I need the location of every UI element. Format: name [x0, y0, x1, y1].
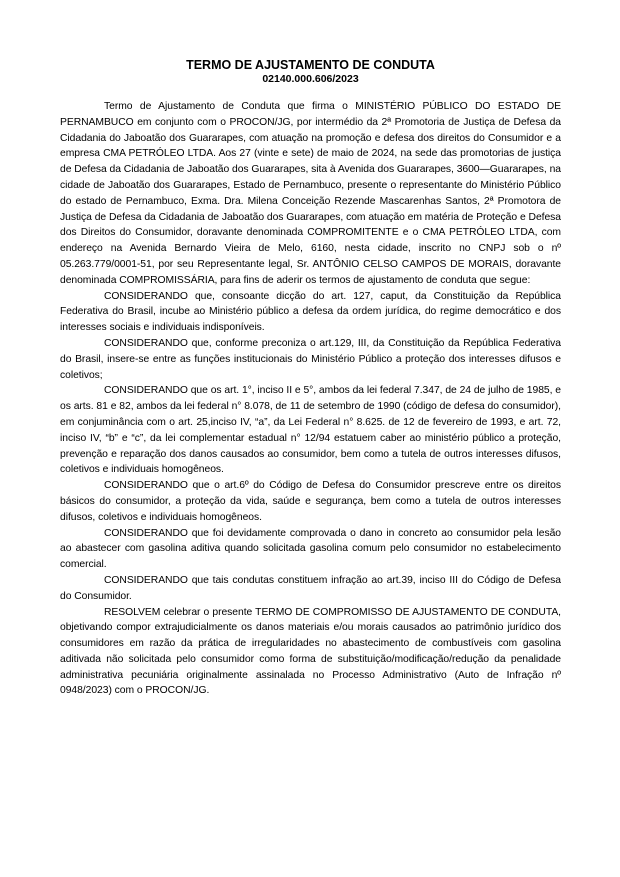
paragraph-considerando-2: CONSIDERANDO que, conforme preconiza o art.129, III, da Constituição da República Federativa do Brasil, insere-se entre as funções institucionais do Ministério Público a proteção dos interesses difusos e coletivos; — [60, 337, 561, 381]
paragraph-preamble: Termo de Ajustamento de Conduta que firma o MINISTÉRIO PÚBLICO DO ESTADO DE PERNAMBUCO em conjunto com o PROCON/JG, por intermédio da 2ª Promotoria de Justiça de Defesa da Cidadania do Jaboatão dos Guararapes, com atuação na promoção e defesa dos direitos do Consumidor e a empresa CMA PETRÓLEO LTDA. Aos 27 (vinte e sete) de maio de 2024, na sede das promotorias de justiça de Defesa da Cidadania de Jaboatão dos Guararapes, sita à Avenida dos Guararapes, 3600—Guararapes, na cidade de Jaboatão dos Guararapes, Estado de Pernambuco, presente o representante do Ministério Público do estado de Pernambuco, Exma. Dra. Milena Conceição Rezende Mascarenhas Santos, 2ª Promotora de Justiça de Defesa da Cidadania de Jaboatão dos Guararapes, com atuação em matéria de Proteção e Defesa dos Direitos do Consumidor, doravante denominada COMPROMITENTE e o CMA PETRÓLEO LTDA, com endereço na Avenida Bernardo Vieira de Melo, 6160, nesta cidade, inscrito no CNPJ sob o nº 05.263.779/0001-51, por seu Representante legal, Sr. ANTÔNIO CELSO CAMPOS DE MORAIS, doravante denominada COMPROMISSÁRIA, para fins de aderir os termos de ajustamento de conduta que segue: — [60, 101, 561, 286]
document-page — [60, 58, 561, 699]
paragraph-considerando-6: CONSIDERANDO que tais condutas constituem infração ao art.39, inciso III do Código de Defesa do Consumidor. — [60, 574, 561, 602]
paragraph-considerando-4: CONSIDERANDO que o art.6º do Código de Defesa do Consumidor prescreve entre os direitos básicos do consumidor, a proteção da vida, saúde e segurança, bem como a tutela de outros interesses difusos, coletivos e individuais homogêneos. — [60, 480, 561, 523]
paragraph-considerando-5: CONSIDERANDO que foi devidamente comprovada o dano in concreto ao consumidor pela lesão ao abastecer com gasolina aditiva quando solicitada gasolina comum pelo consumidor no estabelecimento comercial. — [60, 527, 561, 571]
paragraph-considerando-1: CONSIDERANDO que, consoante dicção do art. 127, caput, da Constituição da República Federativa do Brasil, incube ao Ministério público a defesa da ordem jurídica, do regime democrático e dos interesses sociais e individuais indisponíveis. — [60, 290, 561, 334]
document-number: 02140.000.606/2023 — [262, 73, 359, 85]
paragraph-considerando-3: CONSIDERANDO que os art. 1°, inciso II e 5°, ambos da lei federal 7.347, de 24 de julho de 1985, e os arts. 81 e 82, ambos da lei federal n° 8.078, de 11 de setembro de 1990 (código de defesa do consumidor), em conjuminância com o art. 25,inciso IV, “a”, da Lei Federal n° 8.625. de 12 de fevereiro de 1993, e art. 72, inciso IV, “b” e “c”, da lei complementar estadual n° 12/94 estatuem caber ao ministério público a proteção, prevenção e reparação dos danos causados ao consumidor, bem como a tutela de outros interesses difusos, coletivos e individuais homogêneos. — [60, 385, 561, 476]
document-title: TERMO DE AJUSTAMENTO DE CONDUTA — [186, 58, 435, 72]
paragraph-resolvem: RESOLVEM celebrar o presente TERMO DE COMPROMISSO DE AJUSTAMENTO DE CONDUTA, objetivando compor extrajudicialmente os danos materiais e/ou morais causados ao patrimônio jurídico dos consumidores em razão da prática de irregularidades no abastecimento de combustíveis com gasolina aditivada não solicitada pelo consumidor como forma de substituição/modificação/redução da penalidade administrativa pecuniária originalmente assinalada no Processo Administrativo (Auto de Infração nº 0948/2023) com o PROCON/JG. — [60, 606, 561, 697]
